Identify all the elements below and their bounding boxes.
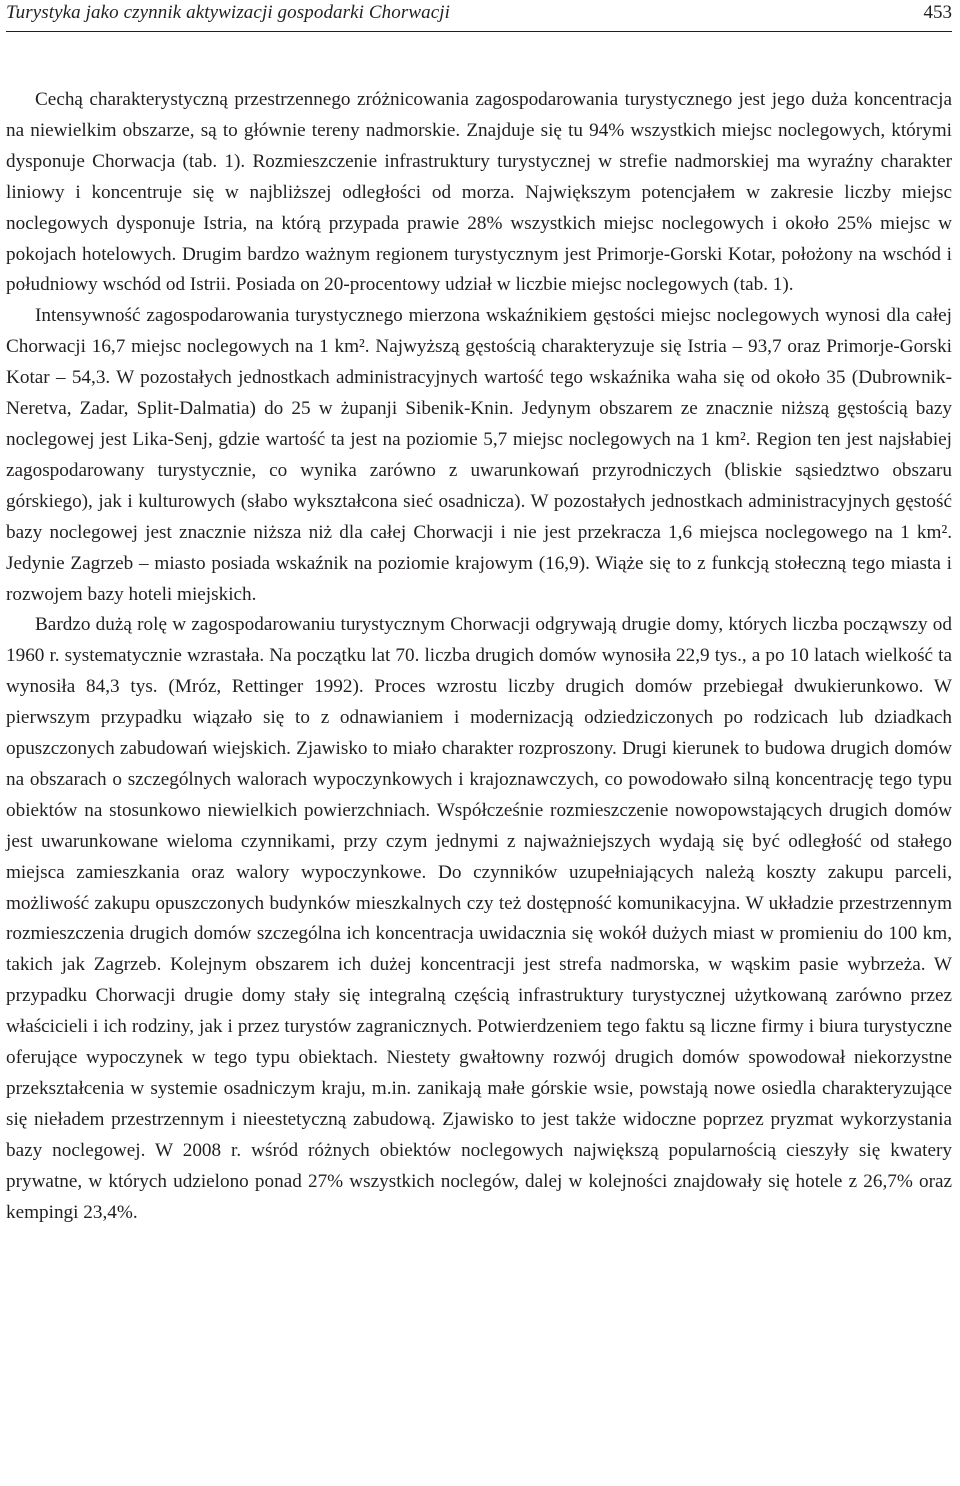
running-header-title: Turystyka jako czynnik aktywizacji gospodarki Chorwacji <box>6 2 451 23</box>
paragraph-2: Intensywność zagospodarowania turystycznego mierzona wskaźnikiem gęstości miejsc noclegowych wynosi dla całej Chorwacji 16,7 miejsc noclegowych na 1 km². Najwyższą gęstością charakteryzuje się Istria – 93,7 oraz Primorje-Gorski Kotar – 54,3. W pozostałych jednostkach administracyjnych wartość tego wskaźnika waha się od około 35 (Dubrownik-Neretva, Zadar, Split-Dalmatia) do 25 w żupanji Sibenik-Knin. Jedynym obszarem ze znacznie niższą gęstością bazy noclegowej jest Lika-Senj, gdzie wartość ta jest na poziomie 5,7 miejsc noclegowych na 1 km². Region ten jest najsłabiej zagospodarowany turystycznie, co wynika zarówno z uwarunkowań przyrodniczych (bliskie sąsiedztwo obszaru górskiego), jak i kulturowych (słabo wykształcona sieć osadnicza). W pozostałych jednostkach administracyjnych gęstość bazy noclegowej jest znacznie niższa niż dla całej Chorwacji i nie jest przekracza 1,6 miejsca noclegowego na 1 km². Jedynie Zagrzeb – miasto posiada wskaźnik na poziomie krajowym (16,9). Wiąże się to z funkcją stołeczną tego miasta i rozwojem bazy hoteli miejskich. <box>6 305 952 605</box>
body-text <box>6 85 952 1229</box>
header-divider <box>6 31 952 32</box>
page-number: 453 <box>923 2 952 23</box>
running-header <box>6 2 952 28</box>
paragraph-1: Cechą charakterystyczną przestrzennego zróżnicowania zagospodarowania turystycznego jest jego duża koncentracja na niewielkim obszarze, są to głównie tereny nadmorskie. Znajduje się tu 94% wszystkich miejsc noclegowych, którymi dysponuje Chorwacja (tab. 1). Rozmieszczenie infrastruktury turystycznej w strefie nadmorskiej ma wyraźny charakter liniowy i koncentruje się w najbliższej odległości od morza. Największym potencjałem w zakresie liczby miejsc noclegowych dysponuje Istria, na którą przypada prawie 28% wszystkich miejsc noclegowych i około 25% miejsc w pokojach hotelowych. Drugim bardzo ważnym regionem turystycznym jest Primorje-Gorski Kotar, położony na wschód i południowy wschód od Istrii. Posiada on 20-procentowy udział w liczbie miejsc noclegowych (tab. 1). <box>6 89 952 296</box>
paragraph-3: Bardzo dużą rolę w zagospodarowaniu turystycznym Chorwacji odgrywają drugie domy, których liczba począwszy od 1960 r. systematycznie wzrastała. Na początku lat 70. liczba drugich domów wynosiła 22,9 tys., a po 10 latach wielkość ta wynosiła 84,3 tys. (Mróz, Rettinger 1992). Proces wzrostu liczby drugich domów przebiegał dwukierunkowo. W pierwszym przypadku wiązało się to z odnawianiem i modernizacją odziedziczonych po rodzicach lub dziadkach opuszczonych zabudowań wiejskich. Zjawisko to miało charakter rozproszony. Drugi kierunek to budowa drugich domów na obszarach o szczególnych walorach wypoczynkowych i krajoznawczych, co powodowało silną koncentrację tego typu obiektów na stosunkowo niewielkich powierzchniach. Współcześnie rozmieszczenie nowopowstających drugich domów jest uwarunkowane wieloma czynnikami, przy czym jednymi z najważniejszych wydają się być odległość od stałego miejsca zamieszkania oraz walory wypoczynkowe. Do czynników uzupełniających należą koszty zakupu parceli, możliwość zakupu opuszczonych budynków mieszkalnych czy też dostępność komunikacyjna. W układzie przestrzennym rozmieszczenia drugich domów szczególna ich koncentracja uwidacznia się wokół dużych miast w promieniu do 100 km, takich jak Zagrzeb. Kolejnym obszarem ich dużej koncentracji jest strefa nadmorska, w wąskim pasie wybrzeża. W przypadku Chorwacji drugie domy stały się integralną częścią infrastruktury turystycznej użytkowaną zarówno przez właścicieli i ich rodziny, jak i przez turystów zagranicznych. Potwierdzeniem tego faktu są liczne firmy i biura turystyczne oferujące wypoczynek w tego typu obiektach. Niestety gwałtowny rozwój drugich domów spowodował niekorzystne przekształcenia w systemie osadniczym kraju, m.in. zanikają małe górskie wsie, powstają nowe osiedla charakteryzujące się nieładem przestrzennym i nieestetyczną zabudową. Zjawisko to jest także widoczne poprzez pryzmat wykorzystania bazy noclegowej. W 2008 r. wśród różnych obiektów noclegowych największą popularnością cieszyły się kwatery prywatne, w których udzielono ponad 27% wszystkich noclegów, dalej w kolejności znajdowały się hotele z 26,7% oraz kempingi 23,4%. <box>6 614 952 1223</box>
